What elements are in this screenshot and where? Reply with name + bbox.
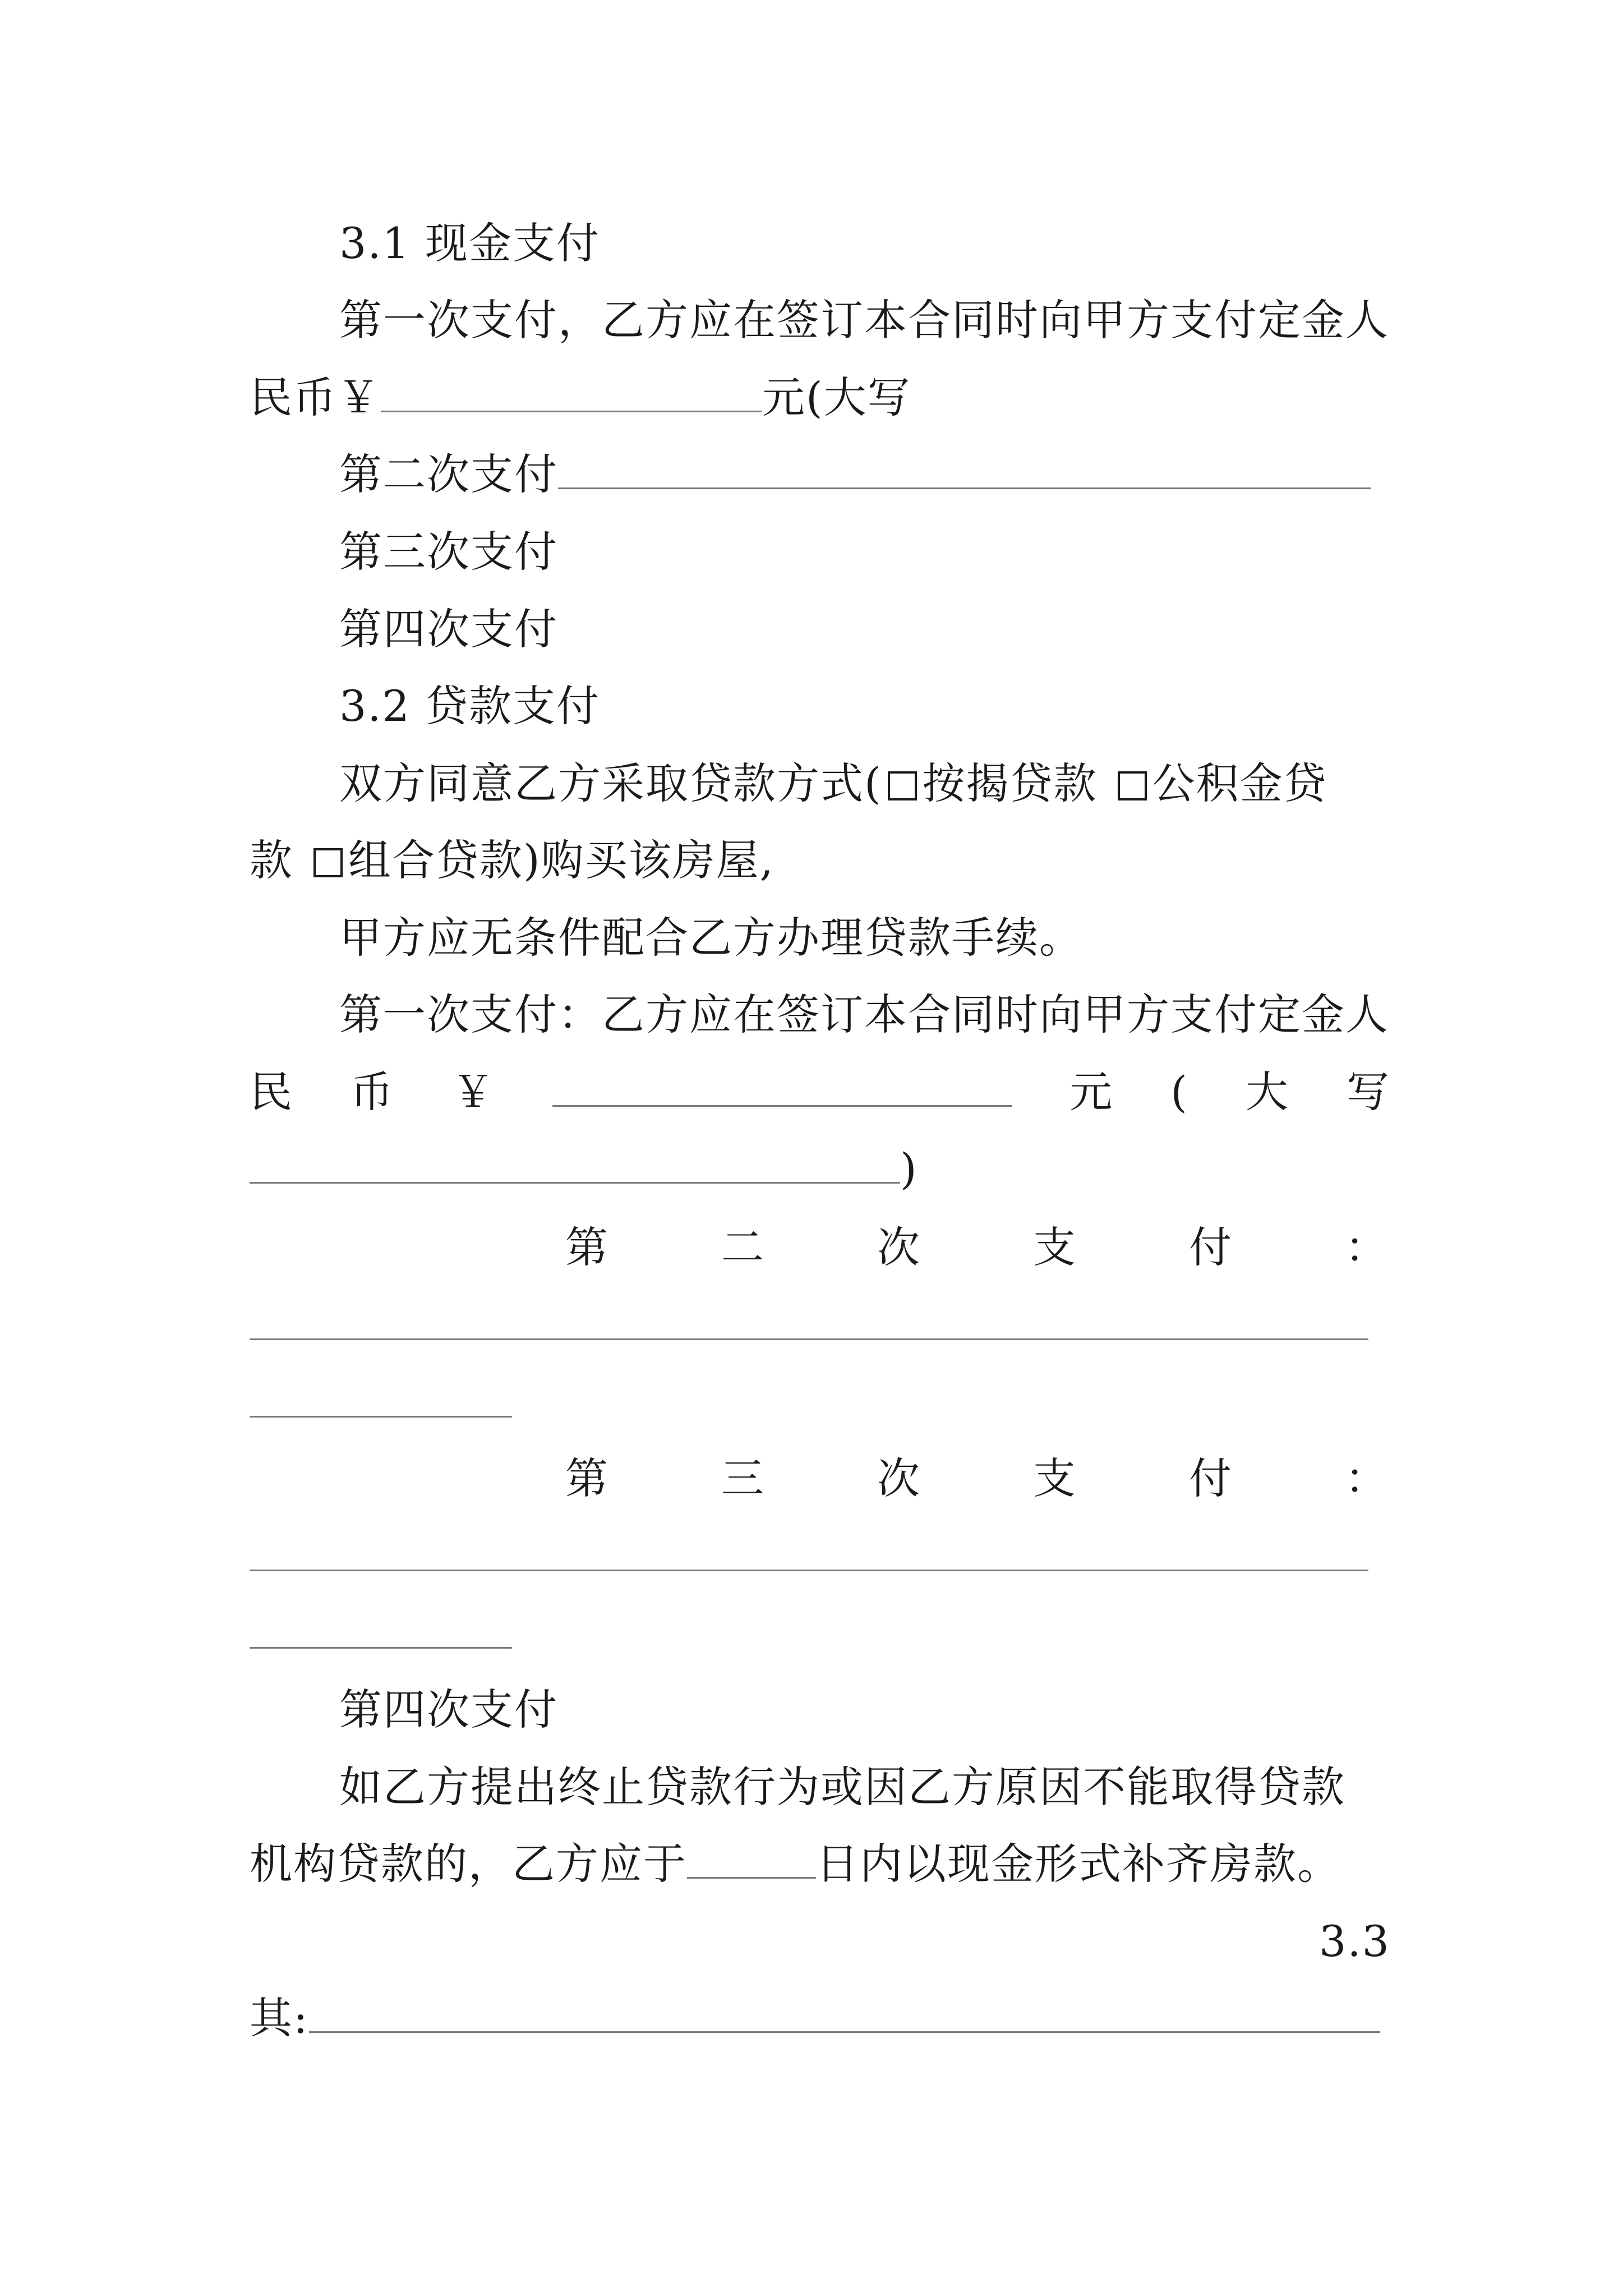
loan-first-payment-line-2: 民 币 ￥ 元 ( 大 写 bbox=[250, 1067, 1390, 1117]
cash-first-amount-blank[interactable] bbox=[381, 374, 762, 412]
loan-agree-line-1: 双方同意乙方采取贷款方式( 按揭贷款 公积金贷 bbox=[339, 758, 1327, 808]
checkbox-mortgage-loan[interactable] bbox=[888, 771, 917, 800]
loan-cooperate-line: 甲方应无条件配合乙方办理贷款手续。 bbox=[339, 913, 1083, 963]
cash-first-payment-line-2: 民币￥ 元(大写 bbox=[250, 372, 911, 422]
loan-fourth-payment-line: 第四次支付 bbox=[339, 1685, 558, 1734]
loan-second-blank-line-1[interactable] bbox=[250, 1338, 1368, 1340]
cash-first-payment-line-1: 第一次支付，乙方应在签订本合同时向甲方支付定金人 bbox=[339, 295, 1389, 345]
cash-second-blank[interactable] bbox=[558, 450, 1371, 489]
cash-fourth-payment-line: 第四次支付 bbox=[339, 604, 558, 654]
loan-first-amount-blank[interactable] bbox=[552, 1068, 1012, 1107]
cash-third-payment-line: 第三次支付 bbox=[339, 527, 558, 577]
loan-first-payment-line-1: 第一次支付：乙方应在签订本合同时向甲方支付定金人 bbox=[339, 990, 1389, 1039]
loan-third-blank-line-1[interactable] bbox=[250, 1570, 1368, 1571]
section-3-1-heading: 3.1 现金支付 bbox=[339, 218, 601, 268]
loan-third-blank-line-2[interactable] bbox=[250, 1647, 512, 1649]
loan-agree-line-2: 款 组合贷款)购买该房屋, bbox=[250, 835, 774, 885]
other-line: 其: bbox=[250, 1980, 1390, 2057]
checkbox-combined-loan[interactable] bbox=[313, 848, 343, 877]
loan-second-blank-line-2[interactable] bbox=[250, 1416, 512, 1418]
section-3-2-heading: 3.2 贷款支付 bbox=[339, 681, 601, 731]
loan-third-payment-heading: 第 三 次 支 付 ： bbox=[565, 1453, 1387, 1503]
terminate-loan-line-2: 机构贷款的，乙方应于 日内以现金形式补齐房款。 bbox=[250, 1839, 1341, 1889]
loan-second-payment-heading: 第 二 次 支 付 ： bbox=[565, 1222, 1387, 1272]
terminate-loan-line-1: 如乙方提出终止贷款行为或因乙方原因不能取得贷款 bbox=[339, 1762, 1345, 1812]
other-blank[interactable] bbox=[309, 1994, 1380, 2033]
days-blank[interactable] bbox=[687, 1840, 816, 1879]
loan-first-uppercase-blank[interactable] bbox=[250, 1145, 900, 1184]
section-3-3-heading: 3.3 bbox=[1319, 1916, 1390, 1966]
checkbox-provident-fund-loan[interactable] bbox=[1118, 771, 1147, 800]
cash-second-payment-line: 第二次支付 bbox=[250, 436, 1390, 513]
loan-first-payment-line-3: ) bbox=[250, 1130, 1390, 1208]
